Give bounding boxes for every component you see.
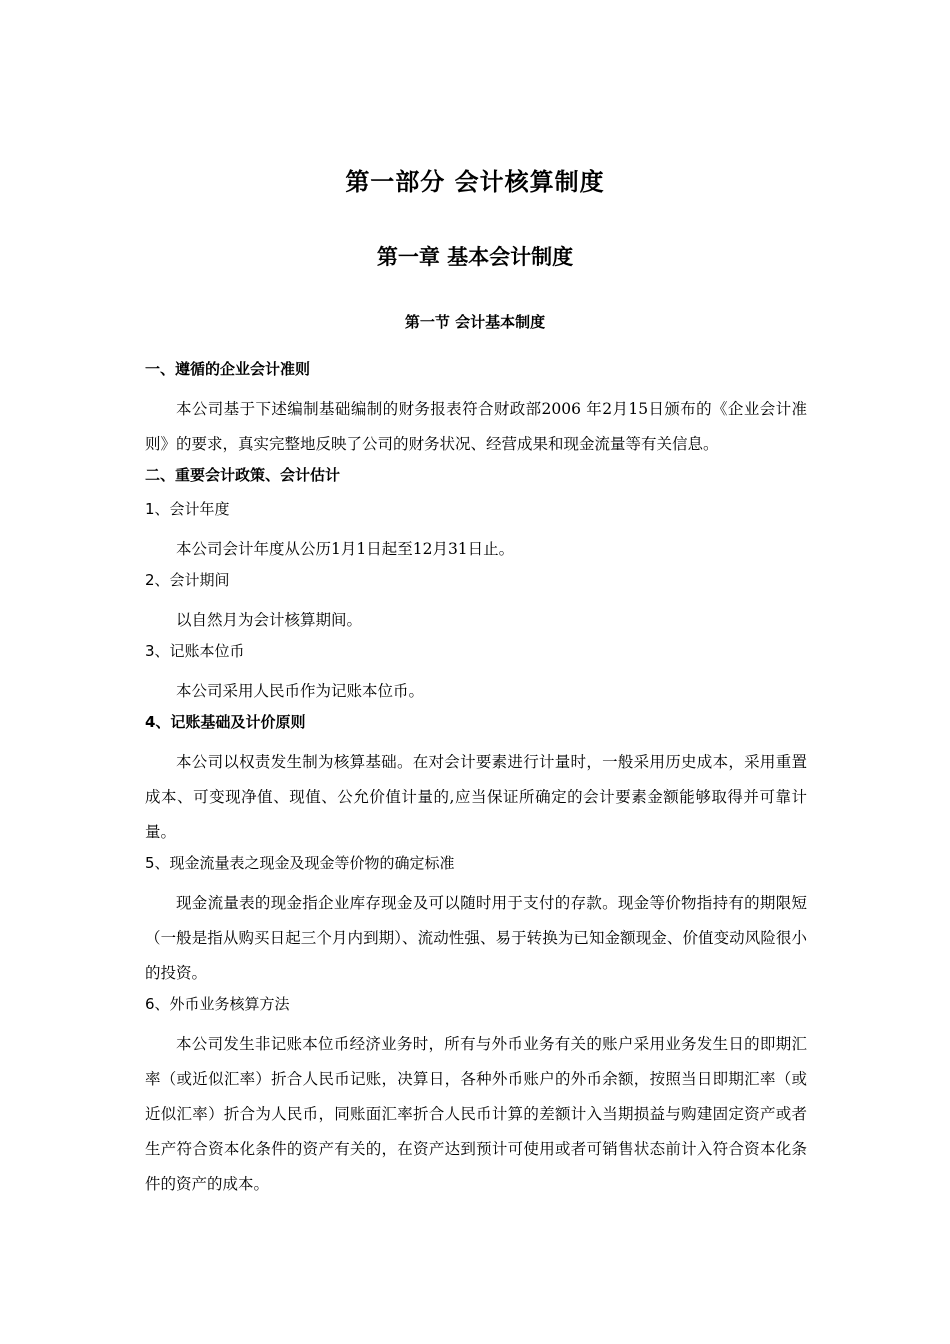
paragraph-measurement-basis: 本公司以权责发生制为核算基础。在对会计要素进行计量时，一般采用历史成本，采用重置成本、可变现净值、现值、公允价值计量的,应当保证所确定的会计要素金额能够取得并可靠计量。 [145, 753, 807, 841]
heading-accounting-period: 2、会计期间 [145, 571, 230, 589]
paragraph-fiscal-year: 本公司会计年度从公历1月1日起至12月31日止。 [176, 540, 515, 558]
paragraph-accounting-standards: 本公司基于下述编制基础编制的财务报表符合财政部2006 年2月15日颁布的《企业会计准则》的要求，真实完整地反映了公司的财务状况、经营成果和现金流量等有关信息。 [145, 400, 807, 453]
paragraph-functional-currency: 本公司采用人民币作为记账本位币。 [176, 682, 425, 700]
heading-functional-currency: 3、记账本位币 [145, 642, 245, 660]
heading-accounting-standards: 一、遵循的企业会计准则 [145, 360, 311, 378]
chapter-title: 第一章 基本会计制度 [376, 245, 574, 269]
heading-cash-equivalents: 5、现金流量表之现金及现金等价物的确定标准 [145, 854, 455, 872]
document-body [145, 358, 807, 1204]
heading-accounting-policies: 二、重要会计政策、会计估计 [145, 466, 341, 484]
paragraph-accounting-period: 以自然月为会计核算期间。 [176, 611, 363, 629]
paragraph-cash-equivalents: 现金流量表的现金指企业库存现金及可以随时用于支付的存款。现金等价物指持有的期限短（一般是指从购买日起三个月内到期）、流动性强、易于转换为已知金额现金、价值变动风险很小的投资。 [145, 894, 807, 982]
heading-measurement-basis: 4、记账基础及计价原则 [145, 713, 306, 731]
paragraph-foreign-currency: 本公司发生非记账本位币经济业务时，所有与外币业务有关的账户采用业务发生日的即期汇率（或近似汇率）折合人民币记账，决算日，各种外币账户的外币余额，按照当日即期汇率（或近似汇率）折合为人民币，同账面汇率折合人民币计算的差额计入当期损益与购建固定资产或者生产符合资本化条件的资产有关的，在资产达到预计可使用或者可销售状态前计入符合资本化条件的资产的成本。 [145, 1035, 807, 1193]
heading-foreign-currency: 6、外币业务核算方法 [145, 995, 290, 1013]
part-title: 第一部分 会计核算制度 [345, 168, 605, 196]
heading-fiscal-year: 1、会计年度 [145, 500, 230, 518]
section-title: 第一节 会计基本制度 [404, 313, 546, 331]
